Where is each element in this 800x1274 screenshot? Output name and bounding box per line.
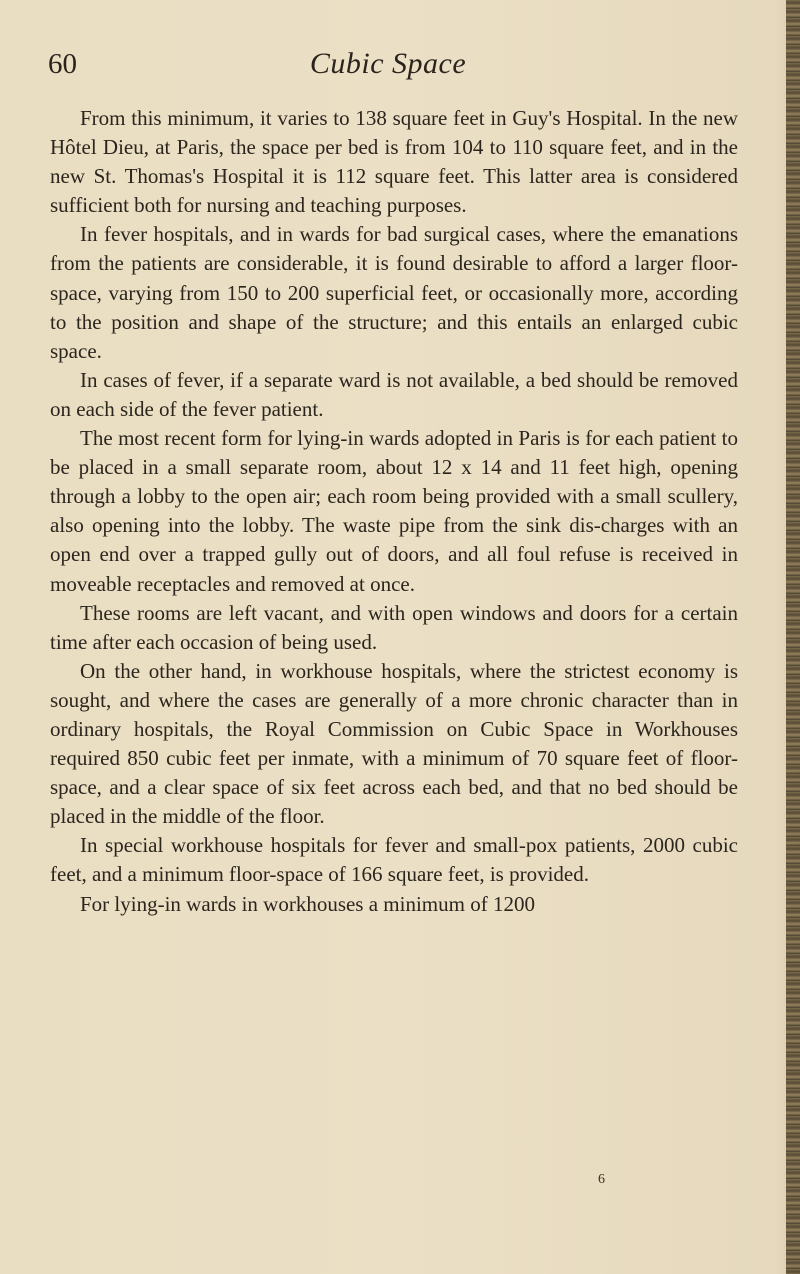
paragraph: The most recent form for lying-in wards adopted in Paris is for each patient to be placed in a small separate room, about 12 x 14 and 11 feet high, opening through a lobby to the open air; each room being provided with a small scullery, also opening into the lobby. The waste pipe from the sink dis-charges with an open end over a trapped gully out of doors, and all foul refuse is received in moveable receptacles and removed at once. bbox=[50, 426, 738, 596]
page-number: 60 bbox=[48, 48, 77, 80]
running-title: Cubic Space bbox=[309, 47, 467, 80]
paragraph: For lying-in wards in workhouses a minimum of 1200 bbox=[80, 891, 535, 916]
paragraph: In fever hospitals, and in wards for bad surgical cases, where the emanations from the patients are considerable, it is found desirable to afford a larger floor-space, varying from 150 to 200 superficial feet, or occasionally more, according to the position and shape of the structure; and this entails an enlarged cubic space. bbox=[50, 222, 738, 363]
signature-mark: 6 bbox=[598, 1172, 605, 1187]
paragraph: On the other hand, in workhouse hospitals, where the strictest economy is sought, and where the cases are generally of a more chronic character than in ordinary hospitals, the Royal Commission on Cubic Space in Workhouses required 850 cubic feet per inmate, with a minimum of 70 square feet of floor-space, and a clear space of six feet across each bed, and that no bed should be placed in the middle of the floor. bbox=[50, 658, 738, 829]
body-text bbox=[50, 104, 738, 919]
paragraph: In special workhouse hospitals for fever and small-pox patients, 2000 cubic feet, and a minimum floor-space of 166 square feet, is provided. bbox=[50, 833, 738, 887]
page-header bbox=[48, 44, 728, 84]
paragraph: In cases of fever, if a separate ward is not available, a bed should be removed on each side of the fever patient. bbox=[50, 367, 738, 421]
paragraph: These rooms are left vacant, and with open windows and doors for a certain time after each occasion of being used. bbox=[50, 600, 738, 654]
page-edge bbox=[786, 0, 800, 1274]
paragraph: From this minimum, it varies to 138 square feet in Guy's Hospital. In the new Hôtel Dieu, at Paris, the space per bed is from 104 to 110 square feet, and in the new St. Thomas's Hospital it is 112 square feet. This latter area is considered sufficient both for nursing and teaching purposes. bbox=[50, 106, 738, 218]
